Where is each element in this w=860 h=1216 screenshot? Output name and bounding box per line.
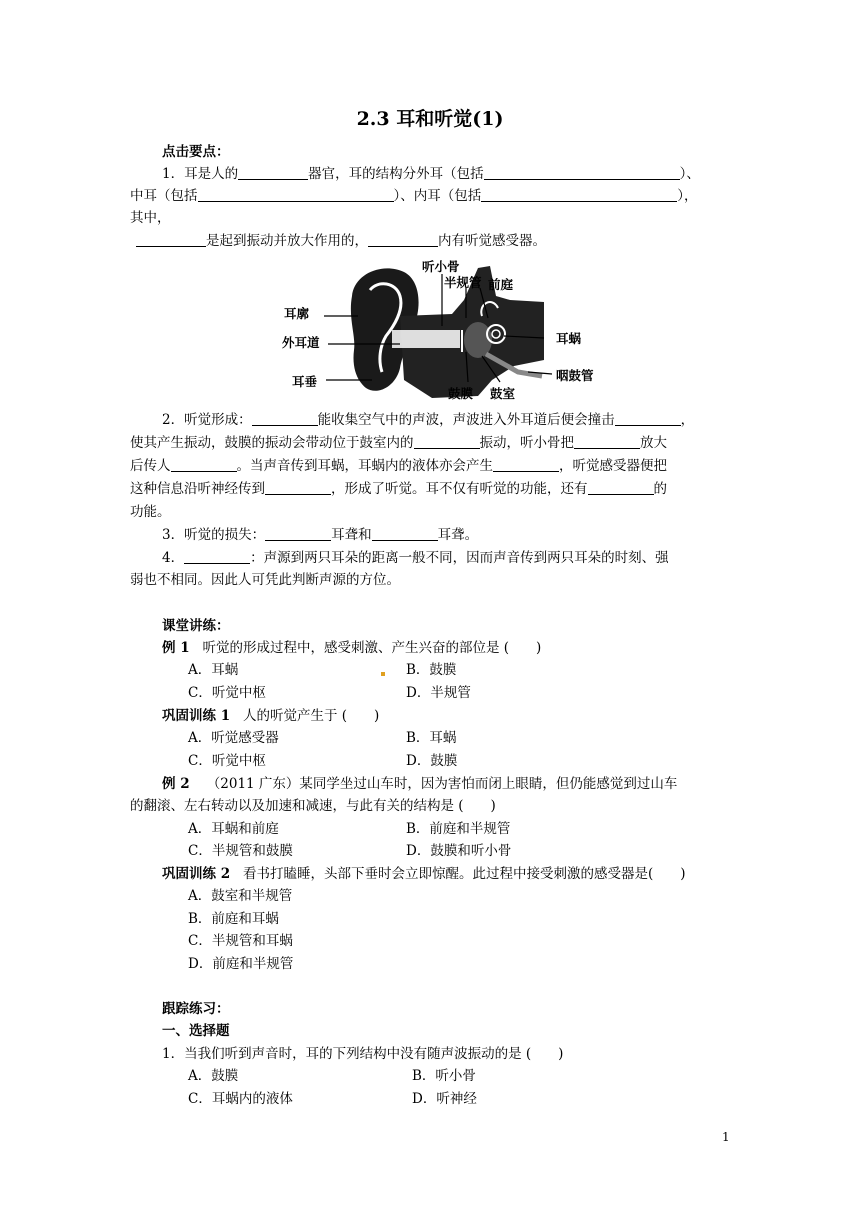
example-2-question: [162, 774, 677, 794]
option-a: A．鼓室和半规管: [188, 888, 293, 904]
answer-blank: [171, 457, 237, 472]
option-a: A．耳蜗: [188, 662, 239, 678]
page-title: 2.3 耳和听觉(1): [356, 108, 504, 130]
drill-1-question: [162, 706, 379, 726]
classwork-heading: 课堂讲练：: [162, 618, 230, 634]
kp2-line2: [130, 433, 667, 453]
text: 耳聋。: [437, 527, 479, 543]
text: 2．听觉形成：: [162, 412, 252, 428]
question-text: 听觉的形成过程中，感受刺激、产生兴奋的部位是 ( ): [202, 640, 542, 656]
text: 振动，听小骨把: [479, 435, 574, 451]
text: ，听觉感受器便把: [559, 458, 667, 474]
label-auricle: 耳廓: [284, 306, 310, 321]
answer-blank: [136, 232, 206, 247]
stray-mark: [381, 672, 385, 676]
text: 4．: [162, 550, 185, 566]
text: 后传人: [130, 458, 171, 474]
answer-blank: [588, 480, 654, 495]
kp2-line3: [130, 456, 667, 476]
answer-blank: [198, 187, 394, 202]
label-cochlea: 耳蜗: [556, 331, 582, 346]
kp3-line: [162, 525, 478, 545]
text: ）、内耳（包括: [393, 188, 482, 204]
example-2-question-cont: 的翻滚、左右转动以及加速和减速，与此有关的结构是 ( ): [130, 798, 496, 814]
text: 这种信息沿听神经传到: [130, 481, 265, 497]
option-c: C．耳蜗内的液体: [188, 1091, 293, 1107]
option-c: C．听觉中枢: [188, 685, 266, 701]
text: ，: [680, 412, 695, 428]
label-earlobe: 耳垂: [292, 374, 318, 389]
drill-label: 巩固训练 1: [162, 708, 231, 724]
answer-blank: [184, 549, 250, 564]
text: ：声源到两只耳朵的距离一般不同，因而声音传到两只耳朵的时刻、强: [250, 550, 669, 566]
section-heading: 一、选择题: [162, 1023, 230, 1039]
label-semicircular: 半规管: [444, 275, 482, 290]
label-tympanic: 鼓室: [490, 386, 516, 401]
option-d: D．前庭和半规管: [188, 956, 294, 972]
ear-canal-shape: [392, 330, 460, 348]
kp1-line2: [130, 186, 698, 206]
option-a: A．听觉感受器: [188, 730, 279, 746]
text: ）、: [679, 166, 700, 182]
option-a: A．耳蜗和前庭: [188, 821, 279, 837]
option-a: A．鼓膜: [188, 1068, 239, 1084]
practice-heading: 跟踪练习：: [162, 1001, 230, 1017]
text: 的: [653, 481, 667, 497]
text: 是起到振动并放大作用的，: [206, 233, 368, 249]
text: ），: [677, 188, 698, 204]
question-text: （2011 广东）某同学坐过山车时，因为害怕而闭上眼睛，但仍能感觉到过山车: [206, 776, 678, 792]
option-b: B．前庭和半规管: [406, 821, 511, 837]
text: 器官，耳的结构分外耳（包括: [308, 166, 484, 182]
example-label: 例 2: [162, 776, 190, 792]
option-c: C．听觉中枢: [188, 753, 266, 769]
option-c: C．半规管和耳蜗: [188, 933, 293, 949]
kp2-line5: 功能。: [130, 504, 171, 520]
example-1-question: [162, 638, 541, 658]
text: 内有听觉感受器。: [438, 233, 546, 249]
kp2-line1: [162, 410, 694, 430]
answer-blank: [372, 526, 438, 541]
label-ear-canal: 外耳道: [282, 335, 320, 350]
text: 使其产生振动，鼓膜的振动会带动位于鼓室内的: [130, 435, 414, 451]
kp1-line3: 其中，: [130, 210, 171, 226]
question-text: 看书打瞌睡，头部下垂时会立即惊醒。此过程中接受刺激的感受器是( ): [242, 866, 686, 882]
kp1-line1: [162, 164, 700, 184]
option-d: D．半规管: [406, 685, 471, 701]
text: 。当声音传到耳蜗，耳蜗内的液体亦会产生: [236, 458, 493, 474]
answer-blank: [265, 526, 331, 541]
answer-blank: [493, 457, 559, 472]
label-vestibule: 前庭: [488, 277, 514, 292]
option-b: B．鼓膜: [406, 662, 457, 678]
answer-blank: [368, 232, 438, 247]
option-b: B．听小骨: [412, 1068, 476, 1084]
label-eardrum: 鼓膜: [448, 386, 474, 401]
kp4-line1: [162, 548, 669, 568]
key-points-heading: 点击要点：: [162, 144, 230, 160]
kp4-line2: 弱也不相同。因此人可凭此判断声源的方位。: [130, 572, 400, 588]
label-eustachian: 咽鼓管: [556, 368, 594, 383]
option-d: D．鼓膜和听小骨: [406, 843, 512, 859]
text: ，形成了听觉。耳不仅有听觉的功能，还有: [331, 481, 588, 497]
page-number: 1: [722, 1130, 730, 1144]
text: 1．耳是人的: [162, 166, 239, 182]
kp2-line4: [130, 479, 667, 499]
ear-structure-diagram: [282, 256, 616, 402]
answer-blank: [265, 480, 331, 495]
label-ossicles: 听小骨: [422, 259, 460, 274]
example-label: 例 1: [162, 640, 190, 656]
drill-label: 巩固训练 2: [162, 866, 231, 882]
text: 耳聋和: [331, 527, 372, 543]
text: 放大: [640, 435, 667, 451]
option-b: B．前庭和耳蜗: [188, 911, 279, 927]
text: 中耳（包括: [130, 188, 198, 204]
option-d: D．鼓膜: [406, 753, 458, 769]
text: 3．听觉的损失：: [162, 527, 266, 543]
answer-blank: [615, 411, 681, 426]
answer-blank: [414, 434, 480, 449]
option-b: B．耳蜗: [406, 730, 457, 746]
answer-blank: [238, 165, 308, 180]
question-text: 人的听觉产生于 ( ): [242, 708, 380, 724]
option-d: D．听神经: [412, 1091, 477, 1107]
practice-question-1: 1．当我们听到声音时，耳的下列结构中没有随声波振动的是 ( ): [162, 1046, 564, 1062]
answer-blank: [574, 434, 640, 449]
answer-blank: [252, 411, 318, 426]
kp1-line4: [136, 231, 546, 251]
answer-blank: [484, 165, 680, 180]
drill-2-question: [162, 864, 686, 884]
option-c: C．半规管和鼓膜: [188, 843, 293, 859]
text: 能收集空气中的声波，声波进入外耳道后便会撞击: [317, 412, 615, 428]
answer-blank: [481, 187, 677, 202]
